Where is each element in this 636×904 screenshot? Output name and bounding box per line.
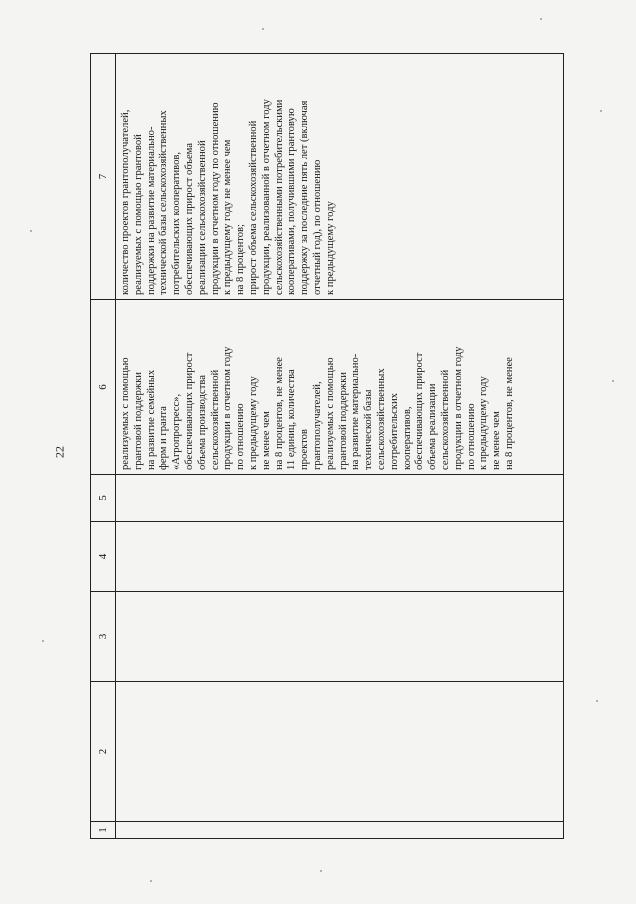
text-line: отчетный год), по отношению xyxy=(311,159,323,295)
text-line: к предыдущему году xyxy=(247,376,259,470)
col-header-7: 7 xyxy=(97,173,109,180)
text-line: на 8 процентов, не менее xyxy=(503,357,515,470)
text-line: количество проектов грантополучателей, xyxy=(120,109,131,295)
text-line: к предыдущему году не менее чем xyxy=(222,139,234,295)
text-line: «Агропрогресс», xyxy=(171,393,183,470)
cell-col-3 xyxy=(116,591,563,681)
text-line: прирост объема сельскохозяйственной xyxy=(247,120,259,295)
text-line: потребительских xyxy=(388,393,400,470)
text-line: на развитие семейных xyxy=(145,369,157,470)
text-line: к предыдущему году xyxy=(324,201,336,295)
data-table xyxy=(90,53,564,839)
text-line: обеспечивающих прирост xyxy=(183,352,195,470)
text-line: поддержку за последние пять лет (включая xyxy=(299,100,311,295)
text-line: сельскохозяйственной xyxy=(209,369,221,470)
text-line: по отношению xyxy=(235,403,247,470)
text-line: объема реализации xyxy=(427,383,439,470)
text-line: сельскохозяйственной xyxy=(439,369,451,470)
cell-col-5 xyxy=(116,474,563,521)
text-line: реализуемых с помощью xyxy=(324,357,336,470)
cell-col-6 xyxy=(116,299,563,474)
text-line: грантовой поддержки xyxy=(132,372,144,470)
text-line: сельскохозяйственными потребительскими xyxy=(273,99,285,295)
text-line: кооперативами, получившими грантовую xyxy=(286,108,298,295)
text-line: реализуемых с помощью грантовой xyxy=(132,134,144,295)
text-line: поддержки на развитие материально- xyxy=(145,126,157,295)
text-line: не менее чем xyxy=(260,411,272,470)
table-header-row xyxy=(91,54,116,838)
col-header-1: 1 xyxy=(91,821,115,838)
page-number: 22 xyxy=(52,446,67,458)
text-line: сельскохозяйственных xyxy=(375,368,387,470)
table-row xyxy=(116,54,563,838)
col-header-2: 2 xyxy=(91,681,115,821)
text-line: на развитие материально- xyxy=(350,353,362,470)
text-line: продукции в отчетном году xyxy=(452,346,464,470)
text-line: на 8 процентов; xyxy=(235,223,247,295)
text-line: обеспечивающих прирост объема xyxy=(183,143,195,295)
text-line: по отношению xyxy=(465,403,477,470)
cell-col-1 xyxy=(116,821,563,838)
col-header-3: 3 xyxy=(91,591,115,681)
text-line: не менее чем xyxy=(491,411,503,470)
text-line: грантовой поддержки xyxy=(337,372,349,470)
col-header-5: 5 xyxy=(91,474,115,521)
text-line: реализации сельскохозяйственной xyxy=(196,140,208,295)
text-line: технической базы сельскохозяйственных xyxy=(158,110,170,295)
text-line: проектов xyxy=(299,429,311,470)
text-line: технической базы xyxy=(363,389,375,470)
text-line: грантополучателей, xyxy=(311,381,323,470)
text-line: 11 единиц, количества xyxy=(286,369,298,470)
cell-col-2 xyxy=(116,681,563,821)
text-line: кооперативов, xyxy=(401,406,413,470)
text-line: продукции в отчетном году xyxy=(222,346,234,470)
text-line: продукции, реализованной в отчетном году xyxy=(260,99,272,295)
col-header-4: 4 xyxy=(91,521,115,591)
text-line: на 8 процентов, не менее xyxy=(273,357,285,470)
text-line: к предыдущему году xyxy=(478,376,490,470)
text-line: реализуемых с помощью xyxy=(120,357,131,470)
cell-col-4 xyxy=(116,521,563,591)
text-line: продукции в отчетном году по отношению xyxy=(209,102,221,295)
text-line: объема производства xyxy=(196,375,208,470)
text-line: обеспечивающих прирост xyxy=(414,352,426,470)
cell-col-7 xyxy=(116,54,563,299)
text-line: ферм и гранта xyxy=(158,406,170,470)
col-header-6: 6 xyxy=(91,299,115,474)
text-line: потребительских кооперативов, xyxy=(171,151,183,295)
